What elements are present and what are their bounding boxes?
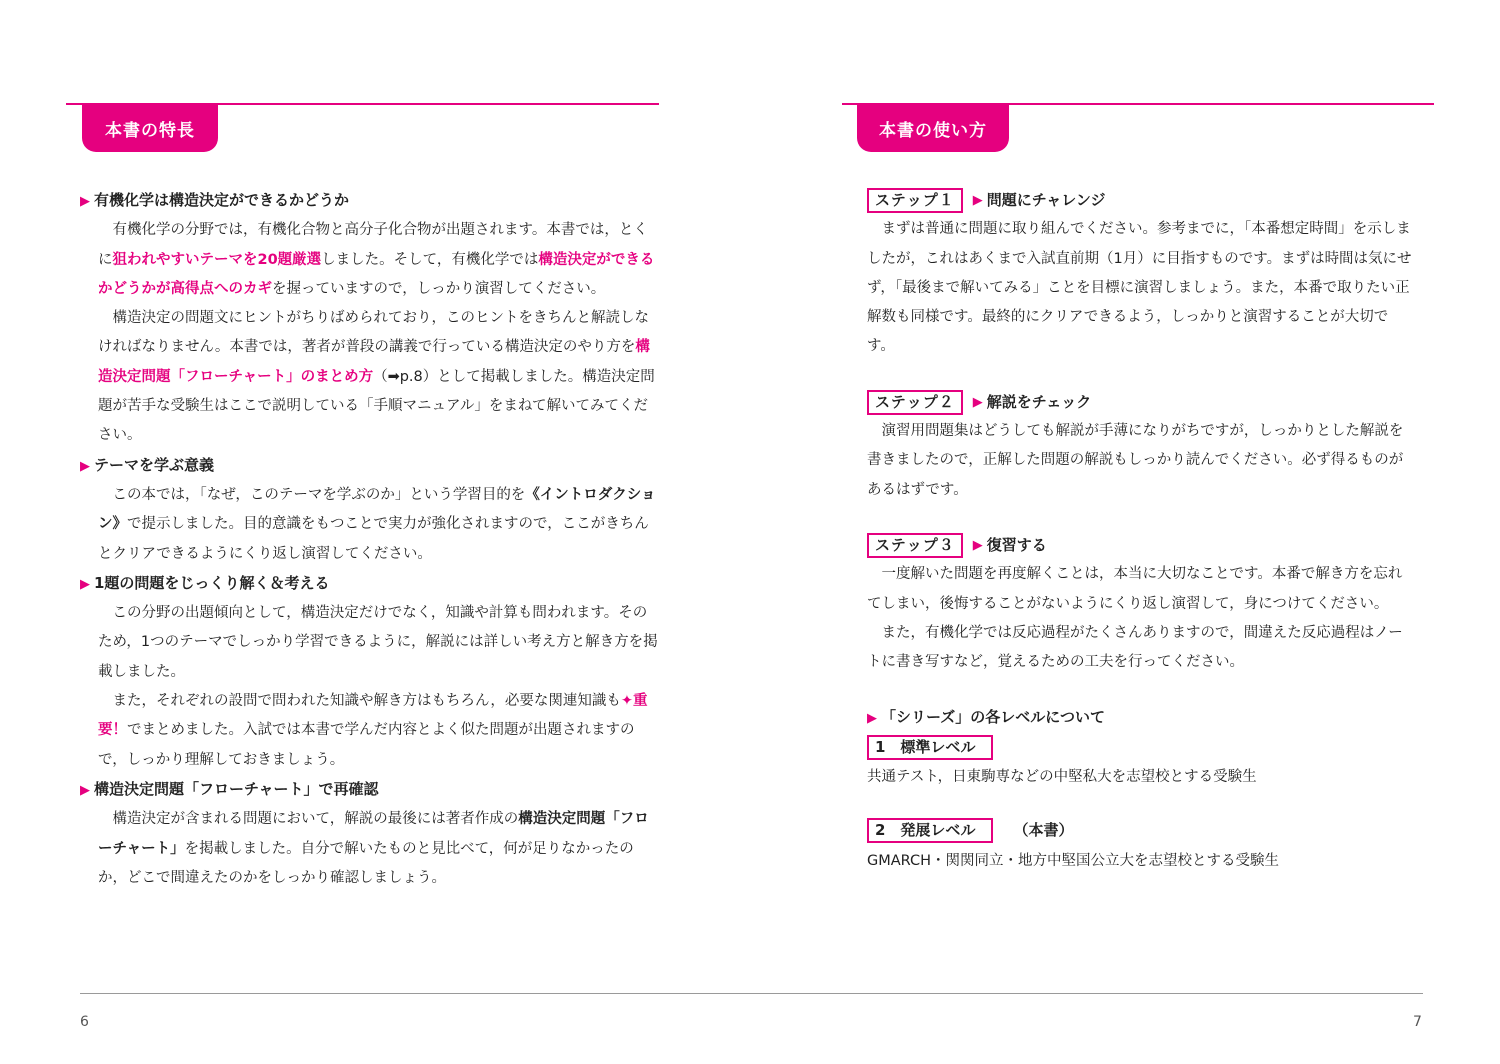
level-note: （本書） <box>1013 821 1074 840</box>
important-mark: ✦重要！ <box>98 693 648 739</box>
triangle-right-icon: ▶ <box>867 711 877 727</box>
series-heading: ▶ 「シリーズ」の各レベルについて <box>867 708 1105 727</box>
triangle-right-icon: ▶ <box>972 193 983 208</box>
level-heading <box>867 816 1412 846</box>
section-heading: ▶ 1題の問題をじっくり解く＆考える <box>80 573 330 592</box>
paragraph: この分野の出題傾向として，構造決定だけでなく，知識や計算も問われます。そのため，1つのテーマでしっかり学習できるように，解説には詳しい考え方と解き方を掲載しました。 <box>98 605 658 680</box>
section-heading: ▶ 構造決定問題「フローチャート」で再確認 <box>80 779 379 798</box>
step-heading: ステップ１ ▶ 問題にチャレンジ <box>867 186 1412 215</box>
step-heading: ステップ３ ▶ 復習する <box>867 531 1412 560</box>
right-body <box>867 186 1412 876</box>
step-label: ステップ１ <box>867 188 963 213</box>
step-heading: ステップ２ ▶ 解説をチェック <box>867 388 1412 417</box>
triangle-right-icon: ▶ <box>80 576 90 592</box>
triangle-right-icon: ▶ <box>972 394 983 410</box>
page-number: 7 <box>1413 1014 1422 1030</box>
section-tab: 本書の特長 <box>82 105 218 152</box>
paragraph: 構造決定の問題文にヒントがちりばめられており，このヒントをきちんと解読しなければなりません。本書では，著者が普段の講義で行っている構造決定のやり方を構造決定問題「フローチャート」のまとめ方（➡p.8）として掲載しました。構造決定問題が苦手な受験生はここで説明している「手順マニュアル」をまねて解いてみてください。 <box>98 310 655 444</box>
section-heading: ▶ 有機化学は構造決定ができるかどうか <box>80 191 350 209</box>
level-description: GMARCH・関関同立・地方中堅国公立大を志望校とする受験生 <box>867 852 1280 869</box>
triangle-right-icon: ▶ <box>80 458 90 474</box>
paragraph: まずは普通に問題に取り組んでください。参考までに，「本番想定時間」を示しましたが，これはあくまで入試直前期（1月）に目指すものです。まずは時間は気にせず，「最後まで解いてみる」ことを目標に演習しましょう。また，本番で取りたい正解数も同様です。最終的にクリアできるよう，しっかりと演習することが大切です。 <box>867 221 1412 355</box>
step-label: ステップ３ <box>867 533 963 558</box>
section-heading: ▶ テーマを学ぶ意義 <box>80 455 215 474</box>
footer-rule <box>80 993 1423 994</box>
paragraph: また，有機化学では反応過程がたくさんありますので，間違えた反応過程はノートに書き写すなど，覚えるための工夫を行ってください。 <box>867 624 1403 671</box>
level-description: 共通テスト，日東駒専などの中堅私大を志望校とする受験生 <box>867 769 1257 786</box>
paragraph: 有機化学の分野では，有機化合物と高分子化合物が出題されます。本書では，とくに狙われやすいテーマを20題厳選しました。そして，有機化学では構造決定ができるかどうかが高得点へのカギを握っていますので，しっかり演習してください。 <box>98 222 655 297</box>
paragraph: また，それぞれの設問で問われた知識や解き方はもちろん，必要な関連知識も✦重要！でまとめました。入試では本書で学んだ内容とよく似た問題が出題されますので，しっかり理解しておきましょう。 <box>98 693 648 768</box>
left-body <box>80 186 658 893</box>
level-label: 2 発展レベル <box>867 818 993 843</box>
step-label: ステップ２ <box>867 390 963 415</box>
paragraph: 一度解いた問題を再度解くことは，本当に大切なことです。本番で解き方を忘れてしまい，後悔することがないようにくり返し演習して，身につけてください。 <box>867 566 1403 612</box>
section-tab: 本書の使い方 <box>857 105 1009 152</box>
page-number: 6 <box>80 1014 89 1030</box>
triangle-right-icon: ▶ <box>972 537 983 553</box>
level-heading <box>867 734 1412 763</box>
paragraph: 構造決定が含まれる問題において，解説の最後には著者作成の構造決定問題「フローチャート」を掲載しました。自分で解いたものと見比べて，何が足りなかったのか，どこで間違えたのかをしっかり確認しましょう。 <box>98 811 649 886</box>
right-page <box>750 0 1500 1064</box>
paragraph: この本では，「なぜ，このテーマを学ぶのか」という学習目的を《イントロダクション》で提示しました。目的意識をもつことで実力が強化されますので，ここがきちんとクリアできるようにくり返し演習してください。 <box>98 486 656 562</box>
paragraph: 演習用問題集はどうしても解説が手薄になりがちですが，しっかりとした解説を書きましたので，正解した問題の解説もしっかり読んでください。必ず得るものがあるはずです。 <box>867 423 1404 498</box>
triangle-right-icon: ▶ <box>80 194 90 209</box>
triangle-right-icon: ▶ <box>80 782 90 798</box>
level-label: 1 標準レベル <box>867 735 993 760</box>
